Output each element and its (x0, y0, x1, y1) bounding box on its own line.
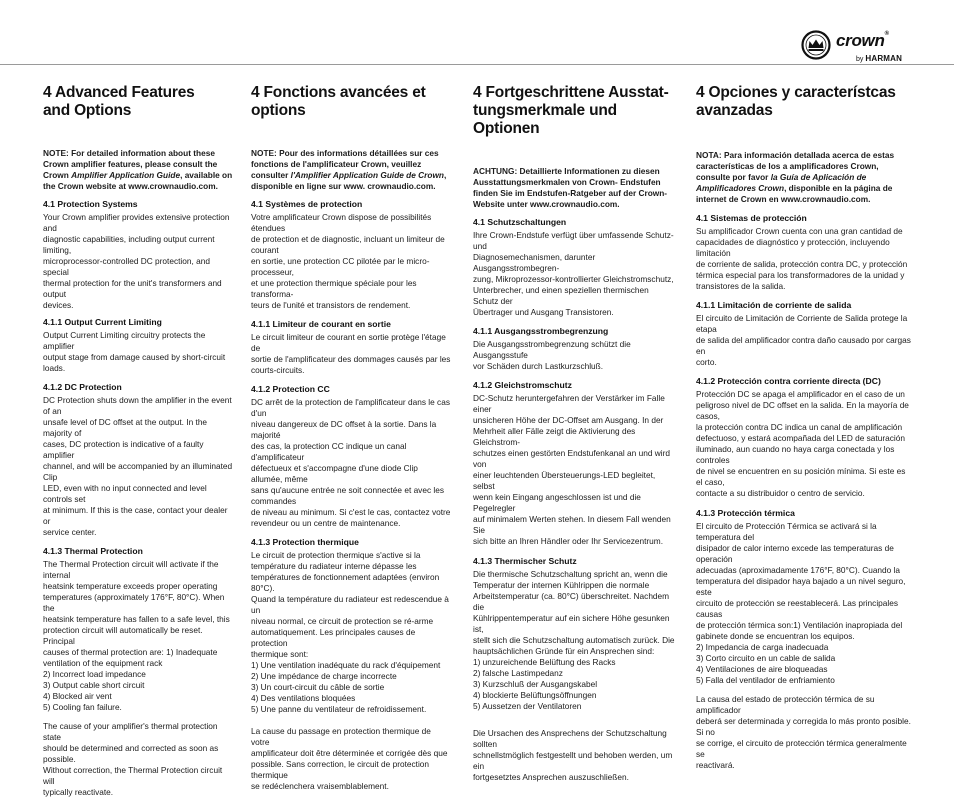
para-4-1-en: Your Crown amplifier provides extensive protection and diagnostic capabilities, including output current limiting, microprocessor-controlled DC protection, and special thermal protection for the unit's transformers and output devices. (43, 212, 230, 310)
heading-4-1-1-fr: 4.1.1 Limiteur de courant en sortie (251, 319, 391, 329)
para-4-1-2-de: DC-Schutz heruntergefahren der Verstärker im Falle einer unsicheren Höhe der DC-Offset am Ausgang. In der Mehrheit aller Fälle zeigt die Aktivierung des Gleichstrom- schutzes einen gestörten Endstufenkanal an und wird von einer leuchtenden Übersteuerungs-LED begleitet, selbst wenn kein Eingang angeschlossen ist und die Pegelregler auf minimalem Werten stehen. In diesem Fall wenden Sie sich bitte an Ihren Händler oder Ihr Servicezentrum. (473, 393, 671, 546)
note-es: NOTA: Para información detallada acerca de estas características de los a amplificadores Crown, consulte por favor la Guía de Aplicación de Amplificadores Crown, disponible en la página de internet de Crown en www.crownaudio.com. (696, 150, 895, 204)
german-column (473, 84, 675, 783)
para-4-1-es: Su amplificador Crown cuenta con una gran cantidad de capacidades de diagnóstico y protección, incluyendo limitación de corriente de salida, protección contra DC, y protección térmica especial para los transformadores de la unidad y transistores de la salida. (696, 226, 908, 291)
heading-4-1-en: 4.1 Protection Systems (43, 199, 138, 209)
para-4-1-3-en: The Thermal Protection circuit will activate if the internal heatsink temperature exceeds proper operating temperatures (approximately 176°F, 80°C). When the heatsink temperature has fallen to a safe level, this protection circuit will automatically be reset. Principal causes of thermal protection are: 1) Inadequate ventilation of the equipment rack 2) Incorrect load impedance 3) Output cable short circuit 4) Blocked air vent 5) Cooling fan failure. (43, 559, 230, 712)
heading-4-1-1-es: 4.1.1 Limitación de corriente de salida (696, 300, 852, 310)
note-fr: NOTE: Pour des informations détaillées sur ces fonctions de l'amplificateur Crown, veuillez consulter l'Amplifier Application Guide de Crown, disponible en ligne sur www. crownaudio.com. (251, 148, 447, 191)
para-4-1-3b-en: The cause of your amplifier's thermal protection state should be determined and corrected as soon as possible. Without correction, the Thermal Protection circuit will typically reactivate. (43, 721, 223, 797)
section-title-de: 4 Fortgeschrittene Ausstat- tungsmerkmale und Optionen (473, 84, 669, 137)
para-4-1-3-es: El circuito de Protección Térmica se activará si la temperatura del disipador de calor interno excede las temperaturas de operación adecuadas (aproximadamente 176°F, 80°C). Cuando la temperatura del disipador haya bajado a un nivel seguro, este circuito de protección se reestablecerá. Las principales causas de protección térmica son:1) Ventilación inapropiada del gabinete donde se encuentran los equipos. 2) Impedancia de carga inadecuada 3) Corto circuito en un cable de salida 4) Ventilaciones de aire bloqueadas 5) Falla del ventilador de enfriamiento (696, 521, 906, 685)
para-4-1-3b-de: Die Ursachen des Ansprechens der Schutzschaltung sollten schnellstmöglich festgestellt und behoben werden, um ein fortgesetztes Ansprechen auszuschließen. (473, 728, 673, 782)
crown-wordmark: crown® (836, 31, 889, 50)
para-4-1-1-fr: Le circuit limiteur de courant en sortie protège l'étage de sortie de l'amplificateur des dommages causés par les courts-circuits. (251, 332, 451, 375)
french-column (251, 84, 451, 792)
para-4-1-3b-es: La causa del estado de protección térmica de su amplificador deberá ser determinada y corregida lo más pronto posible. Si no se corrige, el circuito de protección térmica generalmente se reactivará. (696, 694, 911, 770)
heading-4-1-es: 4.1 Sistemas de protección (696, 213, 807, 223)
heading-4-1-3-fr: 4.1.3 Protection thermique (251, 537, 359, 547)
section-title-en: 4 Advanced Features and Options (43, 84, 195, 119)
heading-4-1-3-en: 4.1.3 Thermal Protection (43, 546, 143, 556)
heading-4-1-1-en: 4.1.1 Output Current Limiting (43, 317, 162, 327)
para-4-1-3-de: Die thermische Schutzschaltung spricht an, wenn die Temperatur der internen Kühlrippen die normale Arbeitstemperatur (ca. 80°C) überschreitet. Nachdem die Kühlrippentemperatur auf ein sichere Höhe gesunken ist, stellt sich die Schutzschaltung automatisch zurück. Die hauptsächlichen Gründe für ein Ansprechen sind: 1) unzureichende Belüftung des Racks 2) falsche Lastimpedanz 3) Kurzschluß der Ausgangskabel 4) blockierte Belüftungsöffnungen 5) Aussetzen der Ventilatoren (473, 569, 675, 711)
heading-4-1-1-de: 4.1.1 Ausgangsstrombegrenzung (473, 326, 609, 336)
para-4-1-2-fr: DC arrêt de la protection de l'amplificateur dans le cas d'un niveau dangereux de DC offset à la sortie. Dans la majorité des cas, la protection CC indique un canal d'amplificateur défectueux et s'accompagne d'une diode Clip allumée, même sans qu'aucune entrée ne soit connectée et avec les commandes de niveau au minimum. Si c'est le cas, contactez votre revendeur ou un centre de maintenance. (251, 397, 451, 528)
section-title-es: 4 Opciones y característcas avanzadas (696, 84, 896, 119)
para-4-1-1-en: Output Current Limiting circuitry protects the amplifier output stage from damage caused by short-circuit loads. (43, 330, 226, 373)
note-en: NOTE: For detailed information about these Crown amplifier features, please consult the Crown Amplifier Application Guide, available on the Crown website at www.crownaudio.com. (43, 148, 233, 191)
para-4-1-3b-fr: La cause du passage en protection thermique de votre amplificateur doit être déterminée et corrigée dès que possible. Sans correction, le circuit de protection thermique se redéclenchera vraisemblablement. (251, 726, 448, 791)
para-4-1-de: Ihre Crown-Endstufe verfügt über umfassende Schutz- und Diagnosemechanismen, darunter Ausgangsstrombegren- zung, Mikroprozessor-kontrollierter Gleichstromschutz, Unterbrecher, und einen speziellen thermischen Schutz der Übertrager und Ausgang Transistoren. (473, 230, 674, 317)
para-4-1-fr: Votre amplificateur Crown dispose de possibilités étendues de protection et de diagnostic, incluant un limiteur de courant en sortie, une protection CC pilotée par le micro-processeur, et une protection thermique spéciale pour les transforma- teurs de l'unité et transistors de rendement. (251, 212, 445, 310)
section-title-fr: 4 Fonctions avancées et options (251, 84, 426, 119)
para-4-1-3-fr: Le circuit de protection thermique s'active si la température du radiateur interne dépasse les températures de fonctionnement adaptées (environ 80°C). Quand la température du radiateur est redescendue à un niveau normal, ce circuit de protection se ré-arme automatiquement. Les principales causes de protection thermique sont: 1) Une ventilation inadéquate du rack d'équipement 2) Une impédance de charge incorrecte 3) Un court-circuit du câble de sortie 4) Des ventilations bloquées 5) Une panne du ventilateur de refroidissement. (251, 550, 449, 714)
heading-4-1-fr: 4.1 Systèmes de protection (251, 199, 363, 209)
heading-4-1-2-fr: 4.1.2 Protection CC (251, 384, 330, 394)
heading-4-1-2-en: 4.1.2 DC Protection (43, 382, 122, 392)
heading-4-1-3-es: 4.1.3 Protección térmica (696, 508, 795, 518)
heading-4-1-2-es: 4.1.2 Protección contra corriente directa (DC) (696, 376, 881, 386)
heading-4-1-de: 4.1 Schutzschaltungen (473, 217, 567, 227)
heading-4-1-3-de: 4.1.3 Thermischer Schutz (473, 556, 577, 566)
para-4-1-1-de: Die Ausgangsstrombegrenzung schützt die Ausgangsstufe vor Schäden durch Lastkurzschluß. (473, 339, 631, 371)
heading-4-1-2-de: 4.1.2 Gleichstromschutz (473, 380, 572, 390)
para-4-1-1-es: El circuito de Limitación de Corriente de Salida protege la etapa de salida del amplificador contra daño causado por cargas en corto. (696, 313, 911, 367)
spanish-column (696, 84, 912, 771)
para-4-1-2-es: Protección DC se apaga el amplificador en el caso de un peligroso nivel de DC offset en la salida. En la mayoría de casos, la protección contra DC indica un canal de amplificación defectuoso, y estará acompañada del LED de saturación iluminado, aun cuando no haya carga conectada y los controles de nivel se encuentren en su posición mínima. Si este es el caso, contacte a su distribuidor o centro de servicio. (696, 389, 909, 498)
english-column (43, 84, 233, 798)
note-de: ACHTUNG: Detaillierte Informationen zu diesen Ausstattungsmerkmalen von Crown- Endstufen finden Sie im Endstufen-Ratgeber auf der Crown- Website unter www.crownaudio.com. (473, 166, 668, 209)
by-harman-text: by HARMAN (856, 54, 903, 63)
crown-harman-logo (801, 28, 921, 68)
para-4-1-2-en: DC Protection shuts down the amplifier in the event of an unsafe level of DC offset at the output. In the majority of cases, DC protection is indicative of a faulty amplifier channel, and will be accompanied by an illuminated Clip LED, even with no input connected and level controls set at minimum. If this is the case, contact your dealer or service center. (43, 395, 233, 537)
crown-emblem-icon (801, 30, 831, 60)
